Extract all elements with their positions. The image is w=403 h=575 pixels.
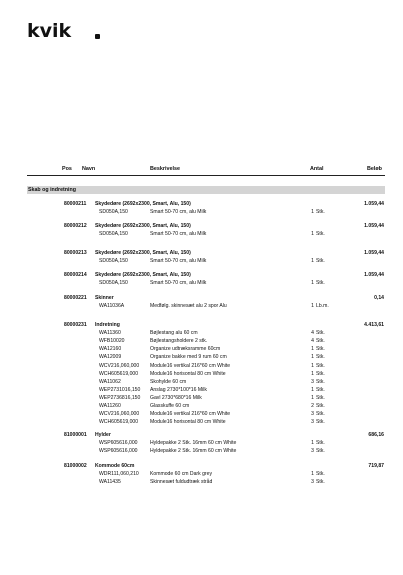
item-description: Organize udtræksramme 60cm <box>150 346 221 353</box>
item-row <box>0 302 403 310</box>
item-quantity: 1 <box>311 370 314 377</box>
item-unit: Stk. <box>316 479 325 486</box>
item-description: Organize bakke med 9 rum 60 cm <box>150 354 227 361</box>
group-row <box>0 249 403 257</box>
item-description: Hyldepakke 2 Stk. 16mm 60 cm White <box>150 448 237 455</box>
group-row <box>0 294 403 302</box>
item-code: SD050A,150 <box>99 258 128 265</box>
item-description: Bøjlestang alu 60 cm <box>150 330 198 337</box>
group-name: Kommode 60cm <box>95 463 135 469</box>
group-code: 80000231 <box>64 322 87 328</box>
header-divider <box>27 175 385 176</box>
item-quantity: 3 <box>311 479 314 486</box>
item-row <box>0 353 403 361</box>
group-name: Skinner <box>95 295 114 301</box>
item-unit: Lb.m. <box>316 303 329 310</box>
item-code: WDR111,060,210 <box>99 471 139 478</box>
item-quantity: 1 <box>311 346 314 353</box>
group-amount: 686,16 <box>368 432 384 438</box>
item-unit: Stk. <box>316 354 325 361</box>
item-unit: Stk. <box>316 394 325 401</box>
item-unit: Stk. <box>316 448 325 455</box>
item-description: Module16 horisontal 80 cm White <box>150 370 226 377</box>
group-row <box>0 462 403 470</box>
item-code: SD050A,150 <box>99 231 128 238</box>
group-amount: 1.059,44 <box>364 272 384 278</box>
item-unit: Stk. <box>316 338 325 345</box>
group-amount: 1.059,44 <box>364 223 384 229</box>
section-title: Skab og indretning <box>28 187 76 193</box>
item-code: SD050A,150 <box>99 280 128 287</box>
header-pos: Pos <box>62 166 72 172</box>
item-unit: Stk. <box>316 280 325 287</box>
item-unit: Stk. <box>316 231 325 238</box>
item-row <box>0 208 403 216</box>
group-name: Skydedøre (2692x2300, Smart, Alu, 150) <box>95 272 191 278</box>
item-code: WFB10020 <box>99 338 125 345</box>
item-description: Module16 horisontal 80 cm White <box>150 419 226 426</box>
header-beskrivelse: Beskrivelse <box>150 166 180 172</box>
item-row <box>0 470 403 478</box>
brand-wordmark: kvik <box>27 20 72 42</box>
group-name: Skydedøre (2692x2300, Smart, Alu, 150) <box>95 250 191 256</box>
group-row <box>0 321 403 329</box>
item-description: Smart 50-70 cm, alu Milk <box>150 258 207 265</box>
group-code: 80000221 <box>64 295 87 301</box>
item-row <box>0 329 403 337</box>
item-quantity: 3 <box>311 419 314 426</box>
item-row <box>0 230 403 238</box>
item-quantity: 4 <box>311 330 314 337</box>
item-description: Skohylde 60 cm <box>150 378 187 385</box>
item-row <box>0 378 403 386</box>
item-quantity: 1 <box>311 386 314 393</box>
item-description: Anslag 2730*100*16 Milk <box>150 386 207 393</box>
group-row <box>0 222 403 230</box>
item-description: Smart 50-70 cm, alu Milk <box>150 231 207 238</box>
item-quantity: 1 <box>311 362 314 369</box>
item-quantity: 1 <box>311 394 314 401</box>
item-code: WA11260 <box>99 403 121 409</box>
item-row <box>0 394 403 402</box>
item-row <box>0 439 403 447</box>
item-code: WCH605619,000 <box>99 419 139 426</box>
item-unit: Stk. <box>316 419 325 426</box>
group-row <box>0 271 403 279</box>
item-description: Hyldepakke 2 Stk. 16mm 60 cm White <box>150 440 237 447</box>
item-row <box>0 362 403 370</box>
item-row <box>0 257 403 265</box>
group-code: 80000211 <box>64 201 87 207</box>
item-unit: Stk. <box>316 403 325 409</box>
item-unit: Stk. <box>316 346 325 353</box>
item-row <box>0 418 403 426</box>
item-code: WCV216,060,000 <box>99 362 140 369</box>
group-row <box>0 200 403 208</box>
group-name: Skydedøre (2692x2300, Smart, Alu, 150) <box>95 223 191 229</box>
item-description: Module16 vertikal 216*60 cm White <box>150 411 231 418</box>
group-code: 80000214 <box>64 272 87 278</box>
item-row <box>0 279 403 287</box>
group-amount: 1.059,44 <box>364 250 384 256</box>
item-description: Smart 50-70 cm, alu Milk <box>150 280 207 287</box>
item-code: WEP2731016,150 <box>99 386 141 393</box>
group-row <box>0 431 403 439</box>
item-quantity: 1 <box>311 303 314 310</box>
header-belob: Beløb <box>367 166 382 172</box>
item-code: WA12009 <box>99 354 122 361</box>
item-description: Glasskuffe 60 cm <box>150 403 190 409</box>
item-unit: Stk. <box>316 362 325 369</box>
header-antal: Antal <box>310 166 324 172</box>
item-description: Gavl 2730*680*16 Milk <box>150 394 202 401</box>
item-description: Bøjlestangsholdere 2 stk. <box>150 338 208 345</box>
item-row <box>0 410 403 418</box>
item-quantity: 3 <box>311 448 314 455</box>
item-unit: Stk. <box>316 378 325 385</box>
item-code: WCH60561​9,000 <box>99 370 139 377</box>
item-description: Module16 vertikal 216*60 cm White <box>150 362 231 369</box>
item-quantity: 1 <box>311 258 314 265</box>
header-navn: Navn <box>82 166 96 172</box>
item-unit: Stk. <box>316 471 325 478</box>
group-code: 81000002 <box>64 463 87 469</box>
item-row <box>0 402 403 410</box>
item-code: WSP605616,000 <box>99 448 138 455</box>
item-code: WA11435 <box>99 479 121 486</box>
item-quantity: 1 <box>311 209 314 216</box>
item-row <box>0 337 403 345</box>
item-unit: Stk. <box>316 370 325 377</box>
item-quantity: 4 <box>311 338 314 345</box>
group-amount: 719,87 <box>368 463 384 469</box>
group-amount: 0,14 <box>374 295 384 301</box>
item-quantity: 1 <box>311 231 314 238</box>
group-amount: 4.413,61 <box>364 322 384 328</box>
item-unit: Stk. <box>316 411 325 418</box>
item-description: Smart 50-70 cm, alu Milk <box>150 209 207 216</box>
item-quantity: 2 <box>311 403 314 409</box>
item-quantity: 1 <box>311 471 314 478</box>
item-quantity: 1 <box>311 280 314 287</box>
item-row <box>0 345 403 353</box>
item-quantity: 3 <box>311 378 314 385</box>
item-unit: Stk. <box>316 386 325 393</box>
group-name: Skydedøre (2692x2300, Smart, Alu, 150) <box>95 201 191 207</box>
item-code: WA12160 <box>99 346 122 353</box>
item-code: WA11062 <box>99 378 121 385</box>
item-code: WA11360 <box>99 330 121 337</box>
group-code: 80000213 <box>64 250 87 256</box>
item-row <box>0 370 403 378</box>
item-quantity: 1 <box>311 354 314 361</box>
item-description: Medfølg. skinnesæt alu 2 spor Alu <box>150 303 227 310</box>
item-quantity: 1 <box>311 440 314 447</box>
item-row <box>0 447 403 455</box>
item-code: WEP2736816,150 <box>99 394 141 401</box>
item-code: WA11036A <box>99 303 125 310</box>
item-unit: Stk. <box>316 440 325 447</box>
group-code: 80000212 <box>64 223 87 229</box>
item-quantity: 3 <box>311 411 314 418</box>
item-description: Kommode 60 cm Dark grey <box>150 471 212 478</box>
item-description: Skinnesæt fuldudtræk stråd <box>150 479 213 486</box>
item-code: WSP605616,000 <box>99 440 138 447</box>
section-header <box>27 186 385 194</box>
group-code: 81000001 <box>64 432 87 438</box>
item-unit: Stk. <box>316 209 325 216</box>
group-name: Indretning <box>95 322 120 328</box>
item-unit: Stk. <box>316 330 325 337</box>
group-name: Hylder <box>95 432 111 438</box>
item-row <box>0 478 403 486</box>
item-row <box>0 386 403 394</box>
group-amount: 1.059,44 <box>364 201 384 207</box>
item-code: WCV216,060,000 <box>99 411 140 418</box>
brand-mark-icon <box>95 34 100 39</box>
item-code: SD050A,150 <box>99 209 128 216</box>
item-unit: Stk. <box>316 258 325 265</box>
